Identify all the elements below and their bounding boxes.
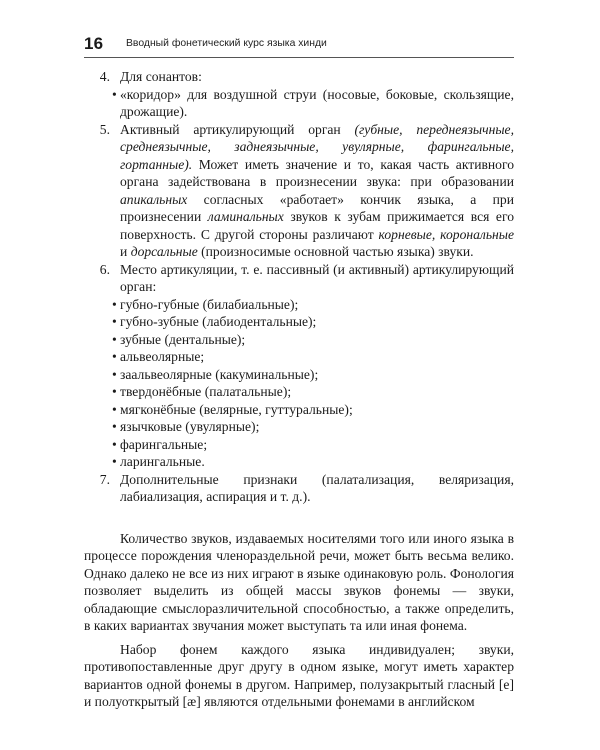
text-run: и (120, 244, 131, 259)
list-number: 7. (99, 471, 110, 487)
bullet-item (84, 436, 514, 454)
bullet-icon: • (112, 349, 117, 364)
bullet-text: фарингальные; (120, 436, 208, 452)
italic-run: (губные, переднеязычные, среднеязычные, заднеязычные, увулярные, фарингальные, гортанные). (120, 121, 514, 172)
bullet-item (84, 401, 514, 419)
page-header (84, 32, 514, 56)
list-item-text: Дополнительные признаки (палатализация, веляризация, лабиализация, аспирация и т. д.). (120, 471, 514, 504)
text-run: согласных «работает» кончик языка, а при произнесении (120, 191, 514, 224)
list-item-6 (84, 261, 514, 296)
italic-run: ламинальных (207, 209, 284, 224)
list-item-text: Место артикуляции, т. е. пассивный (и активный) артикулирующий орган: (120, 261, 514, 294)
bullet-item (84, 313, 514, 331)
text-run: Может иметь значение и то, какая часть активного органа задействована в произнесении звука: при образовании (120, 156, 514, 189)
text-run: звуков к зубам прижимается вся его поверхность. С другой стороны различают (120, 209, 514, 242)
page-body (84, 68, 514, 711)
bullet-item (84, 86, 514, 121)
bullet-icon: • (112, 401, 117, 417)
section-spacer (84, 506, 514, 530)
bullet-text: твердонёбные (палатальные); (120, 384, 292, 399)
italic-run: апикальных (120, 191, 188, 207)
text-run: Активный артикулирующий орган (120, 121, 355, 137)
list-item-5 (84, 121, 514, 261)
bullet-icon: • (112, 366, 117, 382)
list-number: 6. (99, 261, 110, 277)
list-item-4 (84, 68, 514, 86)
bullet-icon: • (112, 419, 117, 434)
bullet-text: альвеолярные; (120, 349, 205, 364)
bullet-item (84, 296, 514, 314)
bullet-item (84, 418, 514, 436)
bullet-item (84, 348, 514, 366)
italic-run: корневые, корональные (378, 226, 515, 242)
bullet-text: язычковые (увулярные); (120, 419, 260, 434)
bullet-icon: • (112, 314, 117, 329)
text-run: (произносимые основной частью языка) звуки. (197, 244, 474, 259)
paragraph: Набор фонем каждого языка индивидуален; звуки, противопоставленные друг другу в одном языке, могут иметь характер вариантов одной фонемы в другом. Например, полузакрытый гласный [e] и полуоткрытый [æ] являются отдельными фонемами в английском (84, 641, 514, 709)
bullet-item (84, 383, 514, 401)
bullet-item (84, 453, 514, 471)
bullet-text: мягконёбные (велярные, гуттуральные); (120, 401, 353, 417)
bullet-icon: • (112, 86, 117, 102)
list-number: 4. (99, 69, 110, 84)
bullet-text: ларингальные. (120, 454, 205, 469)
list-item-7 (84, 471, 514, 506)
bullet-item (84, 366, 514, 384)
bullet-text: зубные (дентальные); (120, 331, 246, 347)
bullet-item (84, 331, 514, 349)
header-rule (84, 57, 514, 58)
bullet-icon: • (112, 436, 117, 452)
page-number: 16 (84, 34, 104, 53)
bullet-icon: • (112, 331, 117, 347)
list-item-text: Для сонантов: (120, 69, 202, 84)
bullet-text: заальвеолярные (какуминальные); (120, 366, 319, 382)
bullet-icon: • (112, 296, 117, 312)
bullet-text: губно-губные (билабиальные); (120, 296, 299, 312)
bullet-icon: • (112, 384, 117, 399)
running-title: Вводный фонетический курс языка хинди (126, 38, 327, 49)
bullet-text: «коридор» для воздушной струи (носовые, боковые, скользящие, дрожащие). (120, 86, 514, 119)
list-number: 5. (99, 121, 110, 137)
italic-run: дорсальные (130, 244, 198, 259)
bullet-text: губно-зубные (лабиодентальные); (120, 314, 317, 329)
paragraph: Количество звуков, издаваемых носителями того или иного языка в процессе порождения членораздельной речи, может быть весьма велико. Однако далеко не все из них играют в языке одинаковую роль. Фонология позволяет выделить из общей массы звуков фонемы — звуки, обладающие смыслоразличительной способностью, а также определить, в каких вариантах звучания может выступать та или иная фонема. (84, 530, 514, 633)
bullet-icon: • (112, 454, 117, 469)
